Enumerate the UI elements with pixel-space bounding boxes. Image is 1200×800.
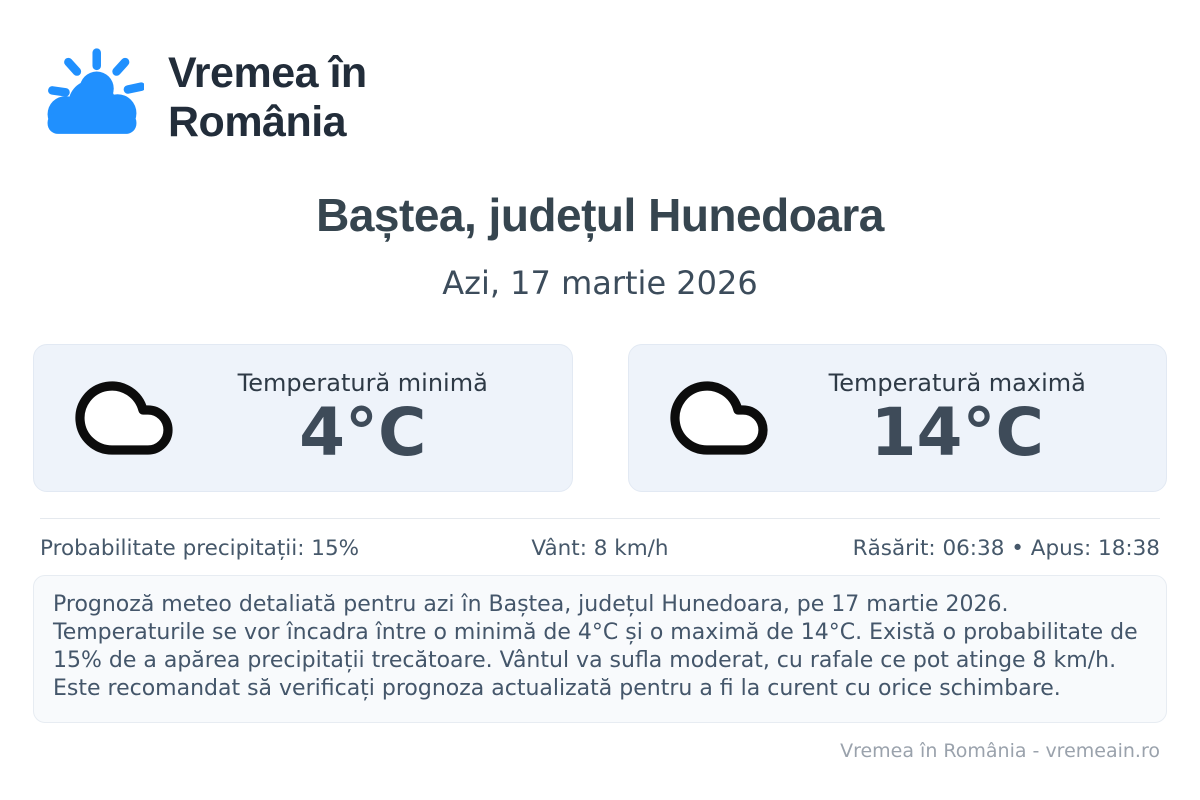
cloud-icon (659, 370, 779, 466)
max-temperature-body (779, 368, 1137, 471)
logo-line1: Vremea în (168, 49, 367, 98)
page-title: Baștea, județul Hunedoara (316, 189, 884, 241)
max-temperature-value: 14°C (870, 393, 1044, 471)
min-temperature-label: Temperatură minimă (237, 368, 488, 397)
max-temperature-card (628, 344, 1168, 492)
page-subtitle: Azi, 17 martie 2026 (442, 264, 758, 302)
wind-stat: Vânt: 8 km/h (531, 536, 669, 561)
min-temperature-value: 4°C (299, 393, 427, 471)
weather-stats-row (40, 518, 1160, 561)
precipitation-stat: Probabilitate precipitații: 15% (40, 536, 360, 561)
min-temperature-card (33, 344, 573, 492)
sun-behind-cloud-icon (40, 46, 144, 150)
max-temperature-label: Temperatură maximă (828, 368, 1086, 397)
site-logo-text (168, 49, 367, 146)
min-temperature-body (184, 368, 542, 471)
cloud-icon (64, 370, 184, 466)
logo-line2: România (168, 98, 347, 146)
temperature-cards (33, 344, 1167, 492)
forecast-description: Prognoză meteo detaliată pentru azi în Baștea, județul Hunedoara, pe 17 martie 2026. Temperaturile se vor încadra între o minimă de 4°C și o maximă de 14°C. Există o probabilitate de 15% de a apărea precipitații trecătoare. Vântul va sufla moderat, cu rafale ce pot atinge 8 km/h. Este recomandat să verificați prognoza actualizată pentru a fi la curent cu orice schimbare. (33, 575, 1167, 723)
footer-credit: Vremea în România - vremeain.ro (840, 739, 1160, 762)
site-logo (0, 0, 1200, 150)
sunrise-sunset-stat: Răsărit: 06:38 • Apus: 18:38 (852, 536, 1160, 561)
